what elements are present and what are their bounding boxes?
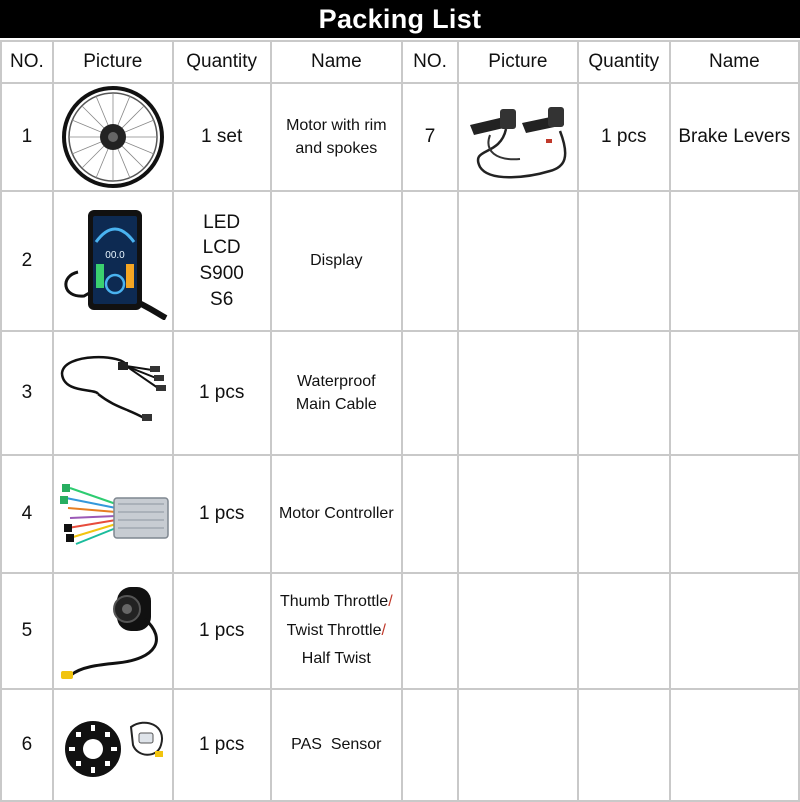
item-name: PAS Sensor <box>271 689 403 801</box>
item-picture <box>53 331 173 455</box>
item-name-line: Twist Throttle/ <box>286 621 386 639</box>
item-quantity: 1 pcs <box>173 331 271 455</box>
header-no-2: NO. <box>402 41 458 83</box>
empty-cell <box>458 455 578 573</box>
item-name-line: Main Cable <box>295 396 377 413</box>
empty-cell <box>578 689 670 801</box>
item-name: Motor Controller <box>271 455 403 573</box>
empty-cell <box>458 689 578 801</box>
item-no: 5 <box>1 573 53 689</box>
empty-cell <box>670 573 799 689</box>
empty-cell <box>402 191 458 331</box>
packing-table <box>0 40 800 802</box>
table-row <box>1 689 799 801</box>
cable-harness-icon <box>54 348 172 438</box>
item-name-line: Thumb Throttle/ <box>279 592 393 610</box>
empty-cell <box>458 331 578 455</box>
table-row <box>1 573 799 689</box>
item-name <box>271 331 403 455</box>
empty-cell <box>578 455 670 573</box>
item-quantity: 1 pcs <box>173 573 271 689</box>
empty-cell <box>402 689 458 801</box>
header-quantity: Quantity <box>173 41 271 83</box>
quantity-line: S6 <box>210 288 234 310</box>
item-quantity: 1 set <box>173 83 271 191</box>
item-picture <box>53 455 173 573</box>
item-no: 7 <box>402 83 458 191</box>
controller-box-icon <box>54 474 172 554</box>
item-name-line: Waterproof <box>297 372 376 390</box>
empty-cell <box>458 191 578 331</box>
empty-cell <box>670 689 799 801</box>
empty-cell <box>670 331 799 455</box>
item-picture <box>458 83 578 191</box>
brake-levers-icon <box>459 87 577 187</box>
item-picture <box>53 689 173 801</box>
thumb-throttle-icon <box>54 579 172 683</box>
item-name <box>271 573 403 689</box>
item-picture <box>53 573 173 689</box>
item-no: 2 <box>1 191 53 331</box>
header-name: Name <box>271 41 403 83</box>
wheel-hub-motor-icon <box>54 85 172 189</box>
item-name-line: Motor with rim <box>286 116 387 134</box>
table-row <box>1 331 799 455</box>
item-name-line: and spokes <box>295 140 378 157</box>
empty-cell <box>402 573 458 689</box>
lcd-display-icon <box>54 202 172 320</box>
empty-cell <box>578 331 670 455</box>
quantity-line: S900 <box>199 263 244 284</box>
item-quantity: 1 pcs <box>578 83 670 191</box>
empty-cell <box>578 573 670 689</box>
quantity-line: LED <box>203 211 241 233</box>
item-picture <box>53 191 173 331</box>
item-name-line: Half Twist <box>301 650 371 668</box>
table-row <box>1 455 799 573</box>
header-quantity-2: Quantity <box>578 41 670 83</box>
item-name: Brake Levers <box>670 83 799 191</box>
svg-text:00.0: 00.0 <box>105 250 125 261</box>
title-bar <box>0 0 800 38</box>
header-row <box>1 41 799 83</box>
item-name <box>271 83 403 191</box>
item-no: 1 <box>1 83 53 191</box>
item-picture <box>53 83 173 191</box>
item-name: Display <box>271 191 403 331</box>
empty-cell <box>402 331 458 455</box>
quantity-line: LCD <box>202 237 241 259</box>
empty-cell <box>670 191 799 331</box>
empty-cell <box>402 455 458 573</box>
slash-separator: / <box>388 592 393 610</box>
header-no: NO. <box>1 41 53 83</box>
slash-separator: / <box>381 621 386 639</box>
table-row <box>1 83 799 191</box>
header-name-2: Name <box>670 41 799 83</box>
page-title: Packing List <box>318 3 482 34</box>
pas-sensor-icon <box>54 705 172 785</box>
item-quantity: 1 pcs <box>173 689 271 801</box>
item-no: 3 <box>1 331 53 455</box>
item-quantity: 1 pcs <box>173 455 271 573</box>
empty-cell <box>458 573 578 689</box>
header-picture: Picture <box>53 41 173 83</box>
empty-cell <box>670 455 799 573</box>
item-no: 4 <box>1 455 53 573</box>
header-picture-2: Picture <box>458 41 578 83</box>
table-row <box>1 191 799 331</box>
empty-cell <box>578 191 670 331</box>
item-quantity <box>173 191 271 331</box>
item-no: 6 <box>1 689 53 801</box>
